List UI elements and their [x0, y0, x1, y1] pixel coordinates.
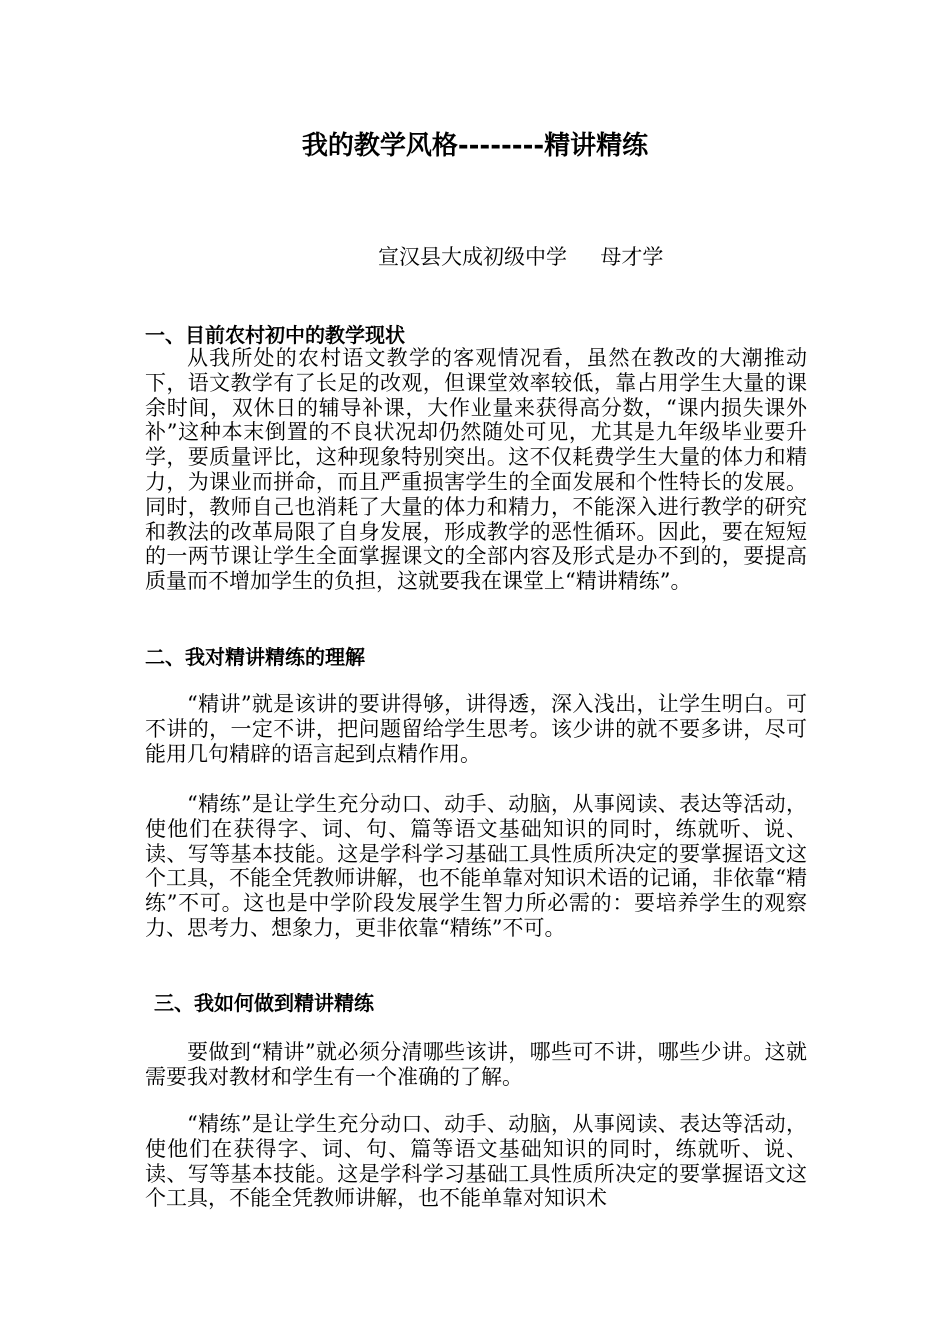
section-3-paragraph-1: 要做到“精讲”就必须分清哪些该讲，哪些可不讲，哪些少讲。这就需要我对教材和学生有一个准确的了解。	[145, 1040, 807, 1089]
section-2-heading: 二、我对精讲精练的理解	[145, 645, 365, 669]
section-3-paragraph-2: “精练”是让学生充分动口、动手、动脑，从事阅读、表达等活动，使他们在获得字、词、句、篇等语文基础知识的同时，练就听、说、读、写等基本技能。这是学科学习基础工具性质所决定的要掌握语文这个工具，不能全凭教师讲解，也不能单靠对知识术	[145, 1112, 807, 1211]
section-3-heading: 三、我如何做到精讲精练	[154, 991, 374, 1015]
author-line: 宣汉县大成初级中学 母才学	[378, 245, 664, 269]
document-title: 我的教学风格--------精讲精练	[301, 131, 649, 161]
section-2-paragraph-2: “精练”是让学生充分动口、动手、动脑，从事阅读、表达等活动，使他们在获得字、词、句、篇等语文基础知识的同时，练就听、说、读、写等基本技能。这是学科学习基础工具性质所决定的要掌握语文这个工具，不能全凭教师讲解，也不能单靠对知识术语的记诵，非依靠“精练”不可。这也是中学阶段发展学生智力所必需的：要培养学生的观察力、思考力、想象力，更非依靠“精练”不可。	[145, 792, 807, 940]
section-1-paragraph-1: 从我所处的农村语文教学的客观情况看，虽然在教改的大潮推动下，语文教学有了长足的改观，但课堂效率较低，靠占用学生大量的课余时间，双休日的辅导补课，大作业量来获得高分数，“课内损失课外补”这种本末倒置的不良状况却仍然随处可见，尤其是九年级毕业要升学，要质量评比，这种现象特别突出。这不仅耗费学生大量的体力和精力，为课业而拼命，而且严重损害学生的全面发展和个性特长的发展。同时，教师自己也消耗了大量的体力和精力，不能深入进行教学的研究和教法的改革局限了自身发展，形成教学的恶性循环。因此，要在短短的一两节课让学生全面掌握课文的全部内容及形式是办不到的，要提高质量而不增加学生的负担，这就要我在课堂上“精讲精练”。	[145, 346, 807, 594]
section-2-paragraph-1: “精讲”就是该讲的要讲得够，讲得透，深入浅出，让学生明白。可不讲的，一定不讲，把问题留给学生思考。该少讲的就不要多讲，尽可能用几句精辟的语言起到点精作用。	[145, 692, 807, 766]
section-1-heading: 一、目前农村初中的教学现状	[145, 323, 405, 347]
